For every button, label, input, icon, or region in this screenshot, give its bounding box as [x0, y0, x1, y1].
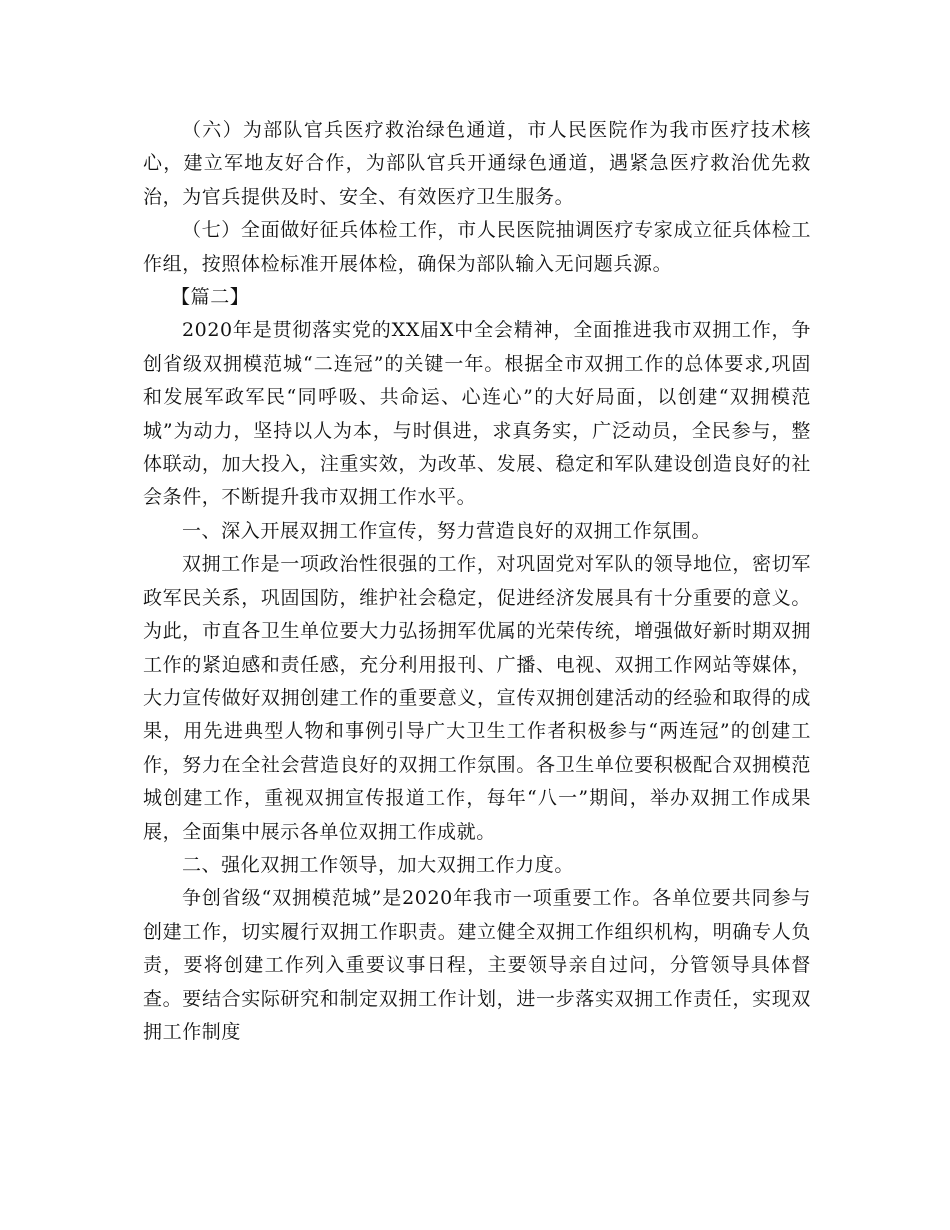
document-body — [143, 114, 811, 1049]
paragraph-seven-recruit-exam: （七）全面做好征兵体检工作，市人民医院抽调医疗专家成立征兵体检工作组，按照体检标准开展体检，确保为部队输入无问题兵源。 — [143, 219, 811, 275]
paragraph-point-two-body: 争创省级“双拥模范城”是2020年我市一项重要工作。各单位要共同参与创建工作，切实履行双拥工作职责。建立健全双拥工作组织机构，明确专人负责，要将创建工作列入重要议事日程，主要领导亲自过问，分管领导具体督查。要结合实际研究和制定双拥工作计划，进一步落实双拥工作责任，实现双拥工作制度 — [143, 887, 811, 1043]
paragraph-point-two-title: 二、强化双拥工作领导，加大双拥工作力度。 — [181, 853, 574, 876]
paragraph-point-one-body: 双拥工作是一项政治性很强的工作，对巩固党对军队的领导地位，密切军政军民关系，巩固国防，维护社会稳定，促进经济发展具有十分重要的意义。为此，市直各卫生单位要大力弘扬拥军优属的光荣传统，增强做好新时期双拥工作的紧迫感和责任感，充分利用报刊、广播、电视、双拥工作网站等媒体，大力宣传做好双拥创建工作的重要意义，宣传双拥创建活动的经验和取得的成果，用先进典型人物和事例引导广大卫生工作者积极参与“两连冠”的创建工作，努力在全社会营造良好的双拥工作氛围。各卫生单位要积极配合双拥模范城创建工作，重视双拥宣传报道工作，每年“八一”期间，举办双拥工作成果展，全面集中展示各单位双拥工作成就。 — [143, 553, 811, 843]
paragraph-six-medical-channel: （六）为部队官兵医疗救治绿色通道，市人民医院作为我市医疗技术核心，建立军地友好合作，为部队官兵开通绿色通道，遇紧急医疗救治优先救治，为官兵提供及时、安全、有效医疗卫生服务。 — [143, 119, 811, 208]
paragraph-point-one-title: 一、深入开展双拥工作宣传，努力营造良好的双拥工作氛围。 — [181, 519, 712, 542]
section-heading-part-two: 【篇二】 — [171, 286, 250, 309]
paragraph-2020-overview: 2020年是贯彻落实党的XX届X中全会精神，全面推进我市双拥工作，争创省级双拥模范城“二连冠”的关键一年。根据全市双拥工作的总体要求,巩固和发展军政军民“同呼吸、共命运、心连心”的大好局面，以创建“双拥模范城”为动力，坚持以人为本，与时俱进，求真务实，广泛动员，全民参与，整体联动，加大投入，注重实效，为改革、发展、稳定和军队建设创造良好的社会条件，不断提升我市双拥工作水平。 — [143, 319, 811, 509]
